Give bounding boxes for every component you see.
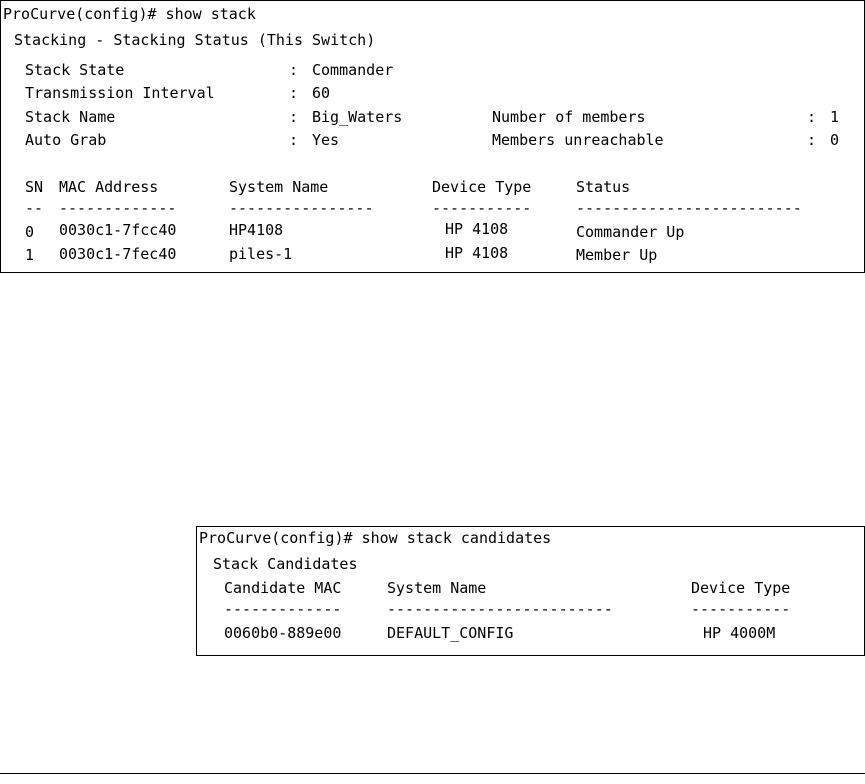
row-sn: 1: [25, 246, 35, 264]
unreachable-label: Members unreachable: [492, 131, 664, 149]
column-rule-system-name: ----------------: [229, 199, 374, 217]
transmission-interval-label: Transmission Interval: [25, 84, 215, 102]
stack-name-value: Big_Waters: [312, 108, 403, 126]
members-label: Number of members: [492, 108, 646, 126]
members-separator: :: [807, 108, 817, 126]
column-rule-device-type: -----------: [691, 600, 791, 618]
column-header-system-name: System Name: [229, 178, 329, 196]
column-header-status: Status: [576, 178, 631, 196]
row-system-name: HP4108: [229, 221, 284, 239]
column-rule-system-name: -------------------------: [387, 600, 613, 618]
stack-candidates-terminal: [196, 526, 865, 656]
transmission-interval-separator: :: [289, 84, 299, 102]
auto-grab-separator: :: [289, 131, 299, 149]
stack-name-separator: :: [289, 108, 299, 126]
row-candidate-mac: 0060b0-889e00: [224, 624, 342, 642]
row-mac-address: 0030c1-7fec40: [59, 245, 177, 263]
column-header-candidate-mac: Candidate MAC: [224, 579, 342, 597]
transmission-interval-value: 60: [312, 84, 331, 102]
auto-grab-label: Auto Grab: [25, 131, 107, 149]
unreachable-value: 0: [830, 131, 840, 149]
row-device-type: HP 4000M: [703, 624, 776, 642]
row-status: Commander Up: [576, 223, 685, 241]
row-device-type: HP 4108: [445, 220, 509, 238]
command-prompt: ProCurve(config)# show stack: [3, 5, 256, 23]
stack-state-separator: :: [289, 61, 299, 79]
column-rule-device-type: -----------: [432, 199, 532, 217]
column-rule-status: -------------------------: [576, 199, 802, 217]
row-status: Member Up: [576, 246, 658, 264]
column-rule-mac: -------------: [59, 199, 177, 217]
column-header-device-type: Device Type: [432, 178, 532, 196]
column-header-device-type: Device Type: [691, 579, 791, 597]
row-device-type: HP 4108: [445, 244, 509, 262]
column-rule-sn: --: [25, 199, 44, 217]
row-system-name: DEFAULT_CONFIG: [387, 624, 514, 642]
auto-grab-value: Yes: [312, 131, 340, 149]
stack-status-terminal: [0, 0, 865, 273]
stack-state-label: Stack State: [25, 61, 125, 79]
row-sn: 0: [25, 223, 35, 241]
row-mac-address: 0030c1-7fcc40: [59, 221, 177, 239]
unreachable-separator: :: [807, 131, 817, 149]
command-prompt: ProCurve(config)# show stack candidates: [199, 529, 552, 547]
column-header-mac: MAC Address: [59, 178, 159, 196]
row-system-name: piles-1: [229, 245, 293, 263]
stack-state-value: Commander: [312, 61, 394, 79]
column-header-system-name: System Name: [387, 579, 487, 597]
page-divider: [0, 773, 865, 774]
members-value: 1: [830, 108, 840, 126]
stack-name-label: Stack Name: [25, 108, 116, 126]
section-title: Stack Candidates: [213, 555, 358, 573]
column-header-sn: SN: [25, 178, 44, 196]
column-rule-candidate-mac: -------------: [224, 600, 342, 618]
section-title: Stacking - Stacking Status (This Switch): [14, 31, 376, 49]
